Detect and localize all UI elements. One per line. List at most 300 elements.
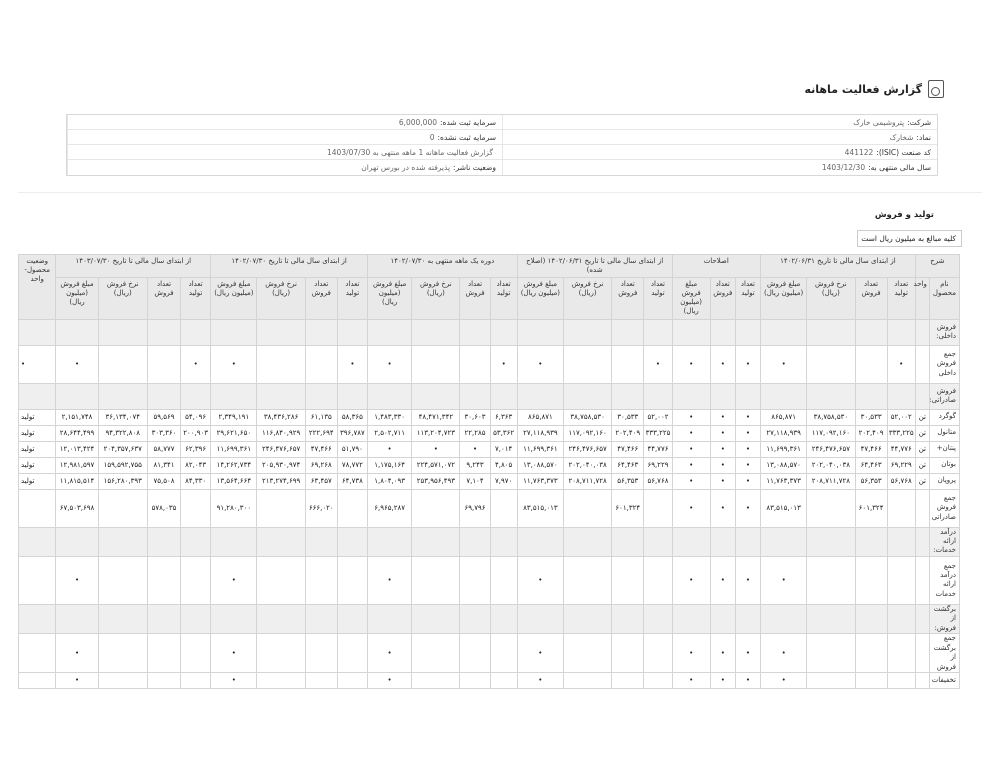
unit-cell: [915, 556, 929, 604]
product-name: بوتان: [929, 457, 959, 473]
table-cell: [644, 489, 672, 527]
table-cell: [564, 489, 612, 527]
table-cell: ۲۴۶,۴۷۶,۶۵۷: [807, 441, 855, 457]
table-cell: •: [517, 672, 563, 688]
table-cell: [761, 604, 807, 633]
info-value: 1403/12/30: [821, 163, 866, 172]
table-cell: ۲۷,۱۱۸,۹۳۹: [761, 425, 807, 441]
table-cell: ۹,۲۴۳: [460, 457, 490, 473]
column-header: واحد: [915, 278, 929, 319]
table-cell: [412, 489, 460, 527]
column-header: نام محصول: [929, 278, 959, 319]
table-cell: ۴,۸۰۵: [490, 457, 517, 473]
table-cell: ۲۹,۶۲۱,۶۵۰: [211, 425, 257, 441]
table-cell: [490, 604, 517, 633]
table-cell: ۲۵۳,۹۵۶,۴۹۳: [412, 473, 460, 489]
table-cell: [19, 604, 56, 633]
table-cell: ۲,۳۴۹,۱۹۱: [211, 409, 257, 425]
table-cell: [887, 634, 915, 673]
table-cell: ۷۵,۵۰۸: [147, 473, 180, 489]
table-cell: [807, 489, 855, 527]
table-cell: [855, 672, 887, 688]
table-cell: ۱۳,۰۸۸,۵۷۰: [517, 457, 563, 473]
group-header: از ابتدای سال مالی تا تاریخ ۱۴۰۲/۰۷/۳۰: [211, 255, 368, 278]
table-cell: ۷,۹۷۰: [490, 473, 517, 489]
table-cell: [257, 672, 305, 688]
table-cell: ۵۶,۷۶۸: [644, 473, 672, 489]
table-cell: [710, 319, 735, 345]
table-cell: ۱۱,۷۶۳,۳۷۳: [517, 473, 563, 489]
table-cell: [710, 604, 735, 633]
table-cell: •: [368, 345, 412, 383]
product-name: جمع فروش داخلی: [929, 345, 959, 383]
table-cell: ۱,۴۸۳,۳۳۰: [368, 409, 412, 425]
table-cell: [257, 604, 305, 633]
table-cell: [257, 527, 305, 556]
table-cell: ۱۱۳,۲۰۴,۷۲۳: [412, 425, 460, 441]
table-cell: ۲۰۲,۰۴۰,۰۳۸: [807, 457, 855, 473]
column-header: تعداد فروش: [710, 278, 735, 319]
table-cell: [564, 527, 612, 556]
table-cell: ۸۱,۳۴۱: [147, 457, 180, 473]
table-cell: [887, 604, 915, 633]
info-row: [67, 130, 937, 145]
table-cell: •: [672, 441, 710, 457]
table-cell: [368, 319, 412, 345]
table-cell: •: [517, 634, 563, 673]
table-cell: ۳۰,۶۰۳: [460, 409, 490, 425]
table-cell: [887, 556, 915, 604]
table-cell: •: [368, 672, 412, 688]
table-cell: ۴۸,۴۷۱,۳۴۲: [412, 409, 460, 425]
table-cell: ۸۲,۰۴۳: [181, 457, 211, 473]
unit-cell: [915, 672, 929, 688]
table-cell: •: [672, 556, 710, 604]
table-cell: ۸۶۵,۸۷۱: [761, 409, 807, 425]
table-cell: [337, 383, 367, 409]
table-cell: [19, 634, 56, 673]
table-cell: ۲۸,۶۴۴,۴۹۹: [56, 425, 98, 441]
table-cell: [19, 383, 56, 409]
section-row: [19, 319, 960, 345]
table-cell: [412, 345, 460, 383]
column-header: تعداد فروش: [147, 278, 180, 319]
table-cell: ۱۳,۵۶۴,۶۶۴: [211, 473, 257, 489]
table-cell: [305, 634, 337, 673]
table-cell: •: [735, 345, 760, 383]
table-cell: ۷,۱۰۴: [460, 473, 490, 489]
table-cell: [564, 634, 612, 673]
table-cell: •: [672, 489, 710, 527]
table-cell: [807, 383, 855, 409]
group-header: وضعیت محصول- واحد: [19, 255, 56, 320]
table-cell: [305, 345, 337, 383]
column-header: تعداد تولید: [644, 278, 672, 319]
table-cell: ۸۶۵,۸۷۱: [517, 409, 563, 425]
table-cell: ۵۹,۵۶۹: [147, 409, 180, 425]
table-cell: [490, 672, 517, 688]
table-cell: [460, 345, 490, 383]
column-header: مبلغ فروش (میلیون ریال): [761, 278, 807, 319]
table-cell: •: [672, 425, 710, 441]
table-cell: [887, 383, 915, 409]
section-row: [19, 604, 960, 633]
table-cell: [257, 634, 305, 673]
table-cell: ۶۰۱,۳۲۴: [855, 489, 887, 527]
product-name: تخفیفات: [929, 672, 959, 688]
unit-cell: [915, 634, 929, 673]
table-cell: •: [337, 345, 367, 383]
table-cell: [147, 383, 180, 409]
table-cell: •: [211, 634, 257, 673]
table-cell: [211, 527, 257, 556]
table-cell: ۵۷۸,۰۳۵: [147, 489, 180, 527]
table-cell: ۴۷,۴۶۶: [612, 441, 644, 457]
table-cell: [368, 527, 412, 556]
column-header: نرخ فروش (ریال): [564, 278, 612, 319]
info-value: شخارک: [889, 132, 914, 142]
table-cell: [257, 319, 305, 345]
table-cell: [672, 319, 710, 345]
table-cell: •: [56, 556, 98, 604]
table-cell: [710, 383, 735, 409]
table-cell: ۲۰۲,۴۰۹: [855, 425, 887, 441]
table-cell: [644, 634, 672, 673]
table-cell: [564, 672, 612, 688]
table-cell: [181, 383, 211, 409]
table-cell: ۱۵۹,۵۹۲,۷۵۵: [98, 457, 147, 473]
table-cell: [181, 489, 211, 527]
table-cell: [612, 634, 644, 673]
column-header: تعداد فروش: [612, 278, 644, 319]
table-cell: ۲۱۳,۲۷۴,۶۹۹: [257, 473, 305, 489]
table-cell: •: [735, 634, 760, 673]
table-cell: ۹۴,۳۲۲,۸۰۸: [98, 425, 147, 441]
table-cell: [98, 489, 147, 527]
column-header: تعداد تولید: [337, 278, 367, 319]
table-cell: [644, 527, 672, 556]
table-cell: •: [735, 409, 760, 425]
column-header: نرخ فروش (ریال): [257, 278, 305, 319]
unit-cell: تن: [915, 441, 929, 457]
info-value: گزارش فعالیت ماهانه 1 ماهه منتهی به 1403/07/30: [327, 147, 493, 157]
table-cell: •: [710, 345, 735, 383]
table-cell: [807, 672, 855, 688]
table-cell: [735, 383, 760, 409]
table-cell: [490, 527, 517, 556]
info-value: 441122: [844, 147, 874, 157]
info-label: نماد:: [916, 132, 931, 142]
table-cell: [98, 604, 147, 633]
table-cell: ۲۰۲,۰۴۰,۰۳۸: [564, 457, 612, 473]
product-name: فروش صادراتی:: [929, 383, 959, 409]
table-cell: [56, 383, 98, 409]
table-cell: •: [672, 473, 710, 489]
table-cell: [305, 672, 337, 688]
table-cell: ۶۷,۵۰۳,۶۹۸: [56, 489, 98, 527]
table-cell: ۳۰۳,۳۶۰: [147, 425, 180, 441]
table-cell: [257, 345, 305, 383]
table-cell: [490, 383, 517, 409]
table-cell: [98, 672, 147, 688]
company-info-panel: [66, 114, 938, 176]
table-cell: تولید: [19, 473, 56, 489]
table-cell: [887, 489, 915, 527]
table-cell: ۳۰,۵۳۳: [612, 409, 644, 425]
table-cell: [181, 634, 211, 673]
table-cell: ۲۴۶,۴۷۶,۶۵۷: [257, 441, 305, 457]
table-cell: [855, 345, 887, 383]
table-cell: [612, 319, 644, 345]
column-header: مبلغ فروش (میلیون ریال): [56, 278, 98, 319]
table-cell: [257, 383, 305, 409]
total-row: [19, 634, 960, 673]
product-name: جمع درآمد ارائه خدمات: [929, 556, 959, 604]
unit-cell: [915, 345, 929, 383]
table-cell: ۶,۳۶۳: [490, 409, 517, 425]
table-cell: ۲,۱۵۱,۷۴۸: [56, 409, 98, 425]
table-cell: ۵۶,۷۶۸: [887, 473, 915, 489]
table-cell: ۱۱۶,۸۴۰,۹۲۹: [257, 425, 305, 441]
table-cell: [211, 604, 257, 633]
table-cell: [412, 604, 460, 633]
table-cell: •: [710, 441, 735, 457]
table-cell: •: [761, 634, 807, 673]
table-cell: [211, 319, 257, 345]
total-row: [19, 556, 960, 604]
table-cell: ۲۲,۲۸۵: [460, 425, 490, 441]
column-header: تعداد تولید: [887, 278, 915, 319]
table-cell: [305, 604, 337, 633]
table-cell: ۱۳,۰۸۸,۵۷۰: [761, 457, 807, 473]
divider: [18, 192, 982, 193]
product-name: گوگرد: [929, 409, 959, 425]
table-cell: ۶,۹۶۵,۲۸۷: [368, 489, 412, 527]
table-cell: [98, 383, 147, 409]
table-cell: •: [211, 672, 257, 688]
table-cell: •: [672, 345, 710, 383]
table-cell: [19, 489, 56, 527]
table-cell: •: [672, 634, 710, 673]
table-cell: •: [735, 457, 760, 473]
table-cell: [181, 527, 211, 556]
table-cell: [807, 556, 855, 604]
column-header: نرخ فروش (ریال): [98, 278, 147, 319]
section-row: [19, 527, 960, 556]
table-cell: [807, 604, 855, 633]
table-cell: ۵۸,۷۷۷: [147, 441, 180, 457]
column-header: مبلغ فروش (میلیون ریال): [672, 278, 710, 319]
table-cell: [761, 527, 807, 556]
table-cell: [564, 319, 612, 345]
table-cell: [490, 634, 517, 673]
table-cell: [181, 672, 211, 688]
table-cell: ۴۴,۷۷۶: [887, 441, 915, 457]
table-cell: •: [211, 345, 257, 383]
table-cell: •: [56, 634, 98, 673]
table-cell: [181, 604, 211, 633]
group-header: دوره یک ماهه منتهی به ۱۴۰۲/۰۷/۳۰: [368, 255, 518, 278]
table-cell: [412, 383, 460, 409]
table-cell: [211, 383, 257, 409]
unit-cell: [915, 319, 929, 345]
table-cell: ۵۲,۰۰۲: [644, 409, 672, 425]
table-cell: ۱,۱۷۵,۱۶۴: [368, 457, 412, 473]
table-cell: [181, 319, 211, 345]
table-cell: [305, 527, 337, 556]
table-cell: [19, 527, 56, 556]
table-cell: [855, 604, 887, 633]
table-cell: تولید: [19, 457, 56, 473]
table-cell: •: [490, 345, 517, 383]
product-name: متانول: [929, 425, 959, 441]
table-cell: [672, 383, 710, 409]
info-label: سرمایه ثبت نشده:: [437, 132, 496, 142]
table-cell: •: [887, 345, 915, 383]
table-cell: •: [735, 556, 760, 604]
table-cell: •: [710, 489, 735, 527]
column-header: نرخ فروش (ریال): [412, 278, 460, 319]
sub-header-row: [19, 278, 960, 319]
product-name: جمع برگشت از فروش: [929, 634, 959, 673]
group-header: اصلاحات: [672, 255, 760, 278]
group-header: از ابتدای سال مالی تا تاریخ ۱۴۰۲/۰۶/۳۱: [761, 255, 916, 278]
table-cell: ۱۱۷,۰۹۲,۱۶۰: [807, 425, 855, 441]
table-cell: •: [735, 441, 760, 457]
table-cell: [735, 319, 760, 345]
table-cell: ۶۹,۷۹۶: [460, 489, 490, 527]
table-cell: ۶۱,۱۳۵: [305, 409, 337, 425]
table-cell: [855, 527, 887, 556]
table-cell: [257, 489, 305, 527]
table-cell: ۲۰۴,۳۵۷,۶۳۷: [98, 441, 147, 457]
unit-cell: [915, 489, 929, 527]
table-cell: [672, 604, 710, 633]
table-cell: •: [761, 345, 807, 383]
table-cell: [147, 634, 180, 673]
table-cell: [305, 383, 337, 409]
table-cell: ۵۶,۳۵۳: [855, 473, 887, 489]
table-cell: [612, 527, 644, 556]
table-cell: ۲۰۵,۹۳۰,۹۷۴: [257, 457, 305, 473]
table-cell: ۲,۵۰۲,۷۱۱: [368, 425, 412, 441]
column-header: تعداد فروش: [305, 278, 337, 319]
table-cell: ۶۰۱,۳۲۴: [612, 489, 644, 527]
table-cell: ۲۰۸,۷۱۱,۷۲۸: [807, 473, 855, 489]
table-cell: ۲۰۰,۹۰۳: [181, 425, 211, 441]
table-cell: [887, 672, 915, 688]
table-cell: ۳۳۳,۲۲۵: [644, 425, 672, 441]
table-cell: [807, 319, 855, 345]
table-cell: [337, 634, 367, 673]
table-cell: ۱۱,۶۹۹,۳۶۱: [517, 441, 563, 457]
table-cell: [460, 556, 490, 604]
production-sales-table: [18, 254, 960, 689]
table-cell: [887, 319, 915, 345]
unit-cell: [915, 383, 929, 409]
info-label: شرکت:: [907, 117, 931, 127]
table-cell: [460, 604, 490, 633]
table-cell: ۵۱,۷۹۰: [337, 441, 367, 457]
table-cell: ۳۶,۱۳۴,۰۷۴: [98, 409, 147, 425]
table-cell: [490, 319, 517, 345]
table-cell: [368, 383, 412, 409]
table-cell: [460, 527, 490, 556]
table-cell: [855, 319, 887, 345]
table-cell: [517, 604, 563, 633]
table-cell: •: [412, 441, 460, 457]
info-label: وضعیت ناشر:: [453, 163, 496, 172]
table-cell: [644, 383, 672, 409]
table-cell: ۶۲,۳۹۶: [181, 441, 211, 457]
table-cell: ۱۱,۶۹۹,۳۶۱: [211, 441, 257, 457]
table-cell: [337, 319, 367, 345]
table-cell: ۲۲۴,۵۷۱,۰۷۲: [412, 457, 460, 473]
table-cell: [19, 672, 56, 688]
table-cell: [98, 319, 147, 345]
table-cell: [337, 556, 367, 604]
table-cell: [147, 527, 180, 556]
table-cell: [807, 345, 855, 383]
report-title-text: گزارش فعالیت ماهانه: [804, 82, 922, 96]
table-row: [19, 473, 960, 489]
table-cell: [19, 319, 56, 345]
table-cell: •: [710, 409, 735, 425]
table-cell: ۵۴,۰۹۶: [181, 409, 211, 425]
table-row: [19, 457, 960, 473]
table-cell: [412, 556, 460, 604]
table-cell: •: [211, 556, 257, 604]
table-cell: ۶۶۶,۰۲۰: [305, 489, 337, 527]
info-value: پذیرفته شده در بورس تهران: [361, 163, 451, 172]
table-cell: •: [672, 457, 710, 473]
table-cell: ۳۸,۷۵۸,۵۳۰: [564, 409, 612, 425]
table-cell: ۱۲,۰۱۳,۴۲۴: [56, 441, 98, 457]
info-label: سال مالی منتهی به:: [868, 163, 931, 172]
table-cell: ۱۱,۷۶۳,۳۷۳: [761, 473, 807, 489]
table-cell: •: [710, 457, 735, 473]
table-cell: ۳۰,۵۳۳: [855, 409, 887, 425]
table-cell: ۲۷,۱۱۸,۹۳۹: [517, 425, 563, 441]
table-cell: •: [517, 556, 563, 604]
table-cell: [517, 319, 563, 345]
table-cell: [181, 556, 211, 604]
product-name: درآمد ارائه خدمات:: [929, 527, 959, 556]
table-cell: [710, 527, 735, 556]
table-cell: [368, 604, 412, 633]
table-cell: •: [710, 556, 735, 604]
table-cell: ۱۱۷,۰۹۲,۱۶۰: [564, 425, 612, 441]
table-cell: ۱۴,۲۶۲,۷۳۴: [211, 457, 257, 473]
table-cell: [337, 489, 367, 527]
unit-cell: تن: [915, 473, 929, 489]
unit-cell: تن: [915, 425, 929, 441]
table-cell: •: [181, 345, 211, 383]
table-cell: [412, 527, 460, 556]
table-cell: [305, 319, 337, 345]
table-cell: [612, 383, 644, 409]
table-cell: ۲۰۲,۴۰۹: [612, 425, 644, 441]
column-header: تعداد تولید: [181, 278, 211, 319]
table-cell: •: [460, 441, 490, 457]
table-cell: •: [761, 672, 807, 688]
section-title: تولید و فروش: [874, 210, 934, 220]
table-cell: [807, 634, 855, 673]
table-cell: ۶۴,۴۶۳: [855, 457, 887, 473]
table-cell: [564, 604, 612, 633]
table-cell: [807, 527, 855, 556]
unit-cell: تن: [915, 409, 929, 425]
